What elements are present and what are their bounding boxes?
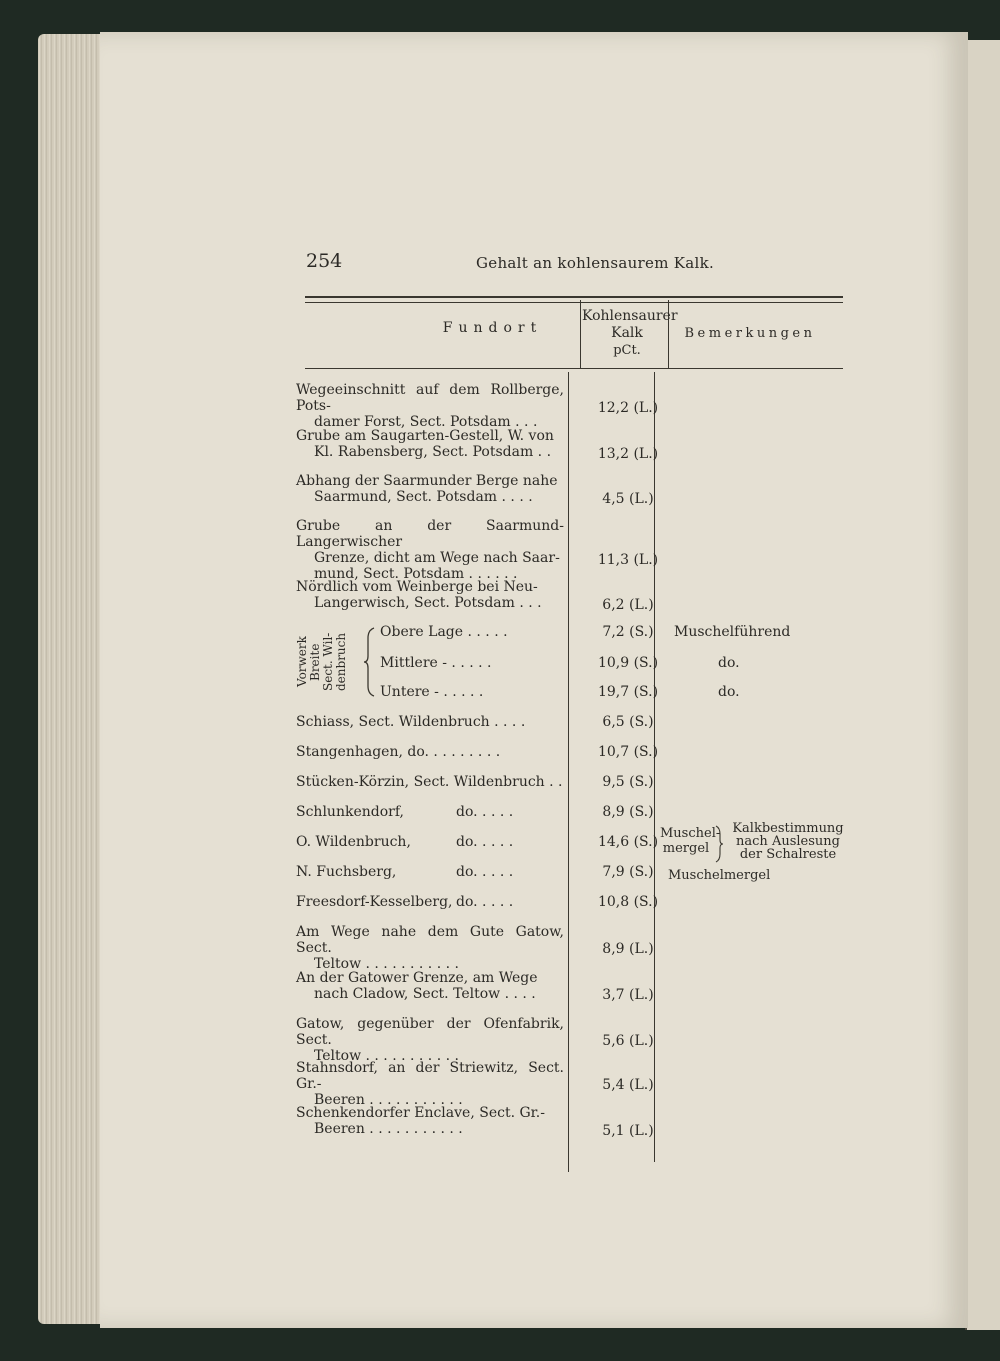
book-page bbox=[100, 32, 968, 1328]
fundort-cell: Stangenhagen, do. . . . . . . . . bbox=[296, 744, 501, 760]
column-divider-1 bbox=[568, 372, 569, 1172]
ditto-mark: do. . . . . bbox=[456, 834, 514, 850]
fundort-cell bbox=[296, 970, 564, 1002]
kalk-value: 4,5 (L.) bbox=[602, 491, 654, 507]
fundort-line: Schenkendorfer Enclave, Sect. Gr.- bbox=[296, 1105, 545, 1121]
kalk-value: 10,8 (S.) bbox=[597, 894, 659, 910]
fundort-line: Grube an der Saarmund-Langerwischer bbox=[296, 518, 564, 550]
fundort-line: Grenze, dicht am Wege nach Saar- bbox=[314, 550, 560, 566]
fundort-cell bbox=[296, 924, 564, 972]
note-kalk-block bbox=[728, 822, 848, 861]
ditto-mark: do. . . . . bbox=[456, 894, 514, 910]
note-line: Muschelmergel bbox=[668, 868, 771, 883]
fundort-cell: Untere - . . . . . bbox=[380, 684, 484, 700]
note-line: nach Auslesung bbox=[736, 834, 840, 849]
kalk-value: 10,7 (S.) bbox=[597, 744, 659, 760]
kalk-value: 13,2 (L.) bbox=[597, 446, 659, 462]
kalk-value: 7,9 (S.) bbox=[602, 864, 654, 880]
kalk-value: 11,3 (L.) bbox=[597, 552, 659, 568]
fundort-line: mund, Sect. Potsdam . . . . . . bbox=[314, 566, 518, 582]
group-label-line: Vorwerk bbox=[295, 636, 309, 688]
running-title: Gehalt an kohlensaurem Kalk. bbox=[476, 254, 715, 272]
kalk-value: 19,7 (S.) bbox=[597, 684, 659, 700]
ditto-mark: do. . . . . bbox=[456, 804, 514, 820]
kalk-value: 6,2 (L.) bbox=[602, 597, 654, 613]
fundort-cell: O. Wildenbruch, bbox=[296, 834, 411, 850]
kalk-value: 9,5 (S.) bbox=[602, 774, 654, 790]
note-line: der Schalreste bbox=[739, 847, 837, 862]
kalk-value: 10,9 (S.) bbox=[597, 655, 659, 671]
kalk-value: 6,5 (S.) bbox=[602, 714, 654, 730]
fundort-line: Nördlich vom Weinberge bei Neu- bbox=[296, 579, 538, 595]
table-header-rule bbox=[305, 368, 843, 369]
note-muschelmergel-block bbox=[660, 826, 721, 856]
fundort-line: Stahnsdorf, an der Striewitz, Sect. Gr.- bbox=[296, 1060, 564, 1092]
fundort-line: damer Forst, Sect. Potsdam . . . bbox=[314, 414, 538, 430]
fundort-cell: Schlunkendorf, bbox=[296, 804, 404, 820]
fundort-cell bbox=[296, 1016, 564, 1064]
note-line: Muschel- bbox=[660, 826, 721, 841]
fundort-cell: Mittlere - . . . . . bbox=[380, 655, 492, 671]
kalk-value: 8,9 (L.) bbox=[602, 941, 654, 957]
bemerkung: do. bbox=[718, 684, 740, 700]
kalk-value: 7,2 (S.) bbox=[602, 624, 654, 640]
kalk-value: 12,2 (L.) bbox=[597, 400, 659, 416]
fundort-cell bbox=[296, 1060, 564, 1108]
fundort-cell bbox=[296, 579, 564, 611]
book-page-edges bbox=[38, 34, 108, 1324]
fundort-cell: Stücken-Körzin, Sect. Wildenbruch . . bbox=[296, 774, 563, 790]
fundort-cell bbox=[296, 428, 564, 460]
page-header bbox=[100, 250, 968, 280]
group-label bbox=[296, 627, 352, 697]
fundort-line: Grube am Saugarten-Gestell, W. von bbox=[296, 428, 554, 444]
kalk-value: 14,6 (S.) bbox=[597, 834, 659, 850]
fundort-line: Gatow, gegenüber der Ofenfabrik, Sect. bbox=[296, 1016, 564, 1048]
fundort-line: Kl. Rabensberg, Sect. Potsdam . . bbox=[314, 444, 552, 460]
kalk-value: 5,4 (L.) bbox=[602, 1077, 654, 1093]
facing-page-edge bbox=[965, 40, 1000, 1330]
fundort-cell bbox=[296, 473, 564, 505]
fundort-line: Abhang der Saarmunder Berge nahe bbox=[296, 473, 558, 489]
kalk-value: 5,6 (L.) bbox=[602, 1033, 654, 1049]
header-fundort: Fundort bbox=[442, 320, 543, 336]
fundort-cell: N. Fuchsberg, bbox=[296, 864, 397, 880]
fundort-line: Beeren . . . . . . . . . . . bbox=[314, 1092, 463, 1108]
fundort-line: Am Wege nahe dem Gute Gatow, Sect. bbox=[296, 924, 564, 956]
kalk-value: 5,1 (L.) bbox=[602, 1123, 654, 1139]
group-label-line: Sect. Wil- bbox=[321, 632, 335, 692]
fundort-cell: Freesdorf-Kesselberg, bbox=[296, 894, 453, 910]
header-kalk-unit: pCt. bbox=[613, 343, 641, 358]
header-bemerkungen: Bemerkungen bbox=[684, 326, 816, 341]
fundort-cell bbox=[296, 1105, 564, 1137]
fundort-cell bbox=[296, 382, 564, 430]
kalk-value: 3,7 (L.) bbox=[602, 987, 654, 1003]
page-number: 254 bbox=[306, 250, 343, 272]
fundort-cell: Schiass, Sect. Wildenbruch . . . . bbox=[296, 714, 526, 730]
fundort-line: An der Gatower Grenze, am Wege bbox=[296, 970, 538, 986]
fundort-cell: Obere Lage . . . . . bbox=[380, 624, 508, 640]
fundort-line: Langerwisch, Sect. Potsdam . . . bbox=[314, 595, 542, 611]
bemerkung: do. bbox=[718, 655, 740, 671]
note-line: Kalkbestimmung bbox=[732, 821, 844, 836]
bemerkung: Muschelführend bbox=[674, 624, 791, 640]
kalk-value: 8,9 (S.) bbox=[602, 804, 654, 820]
fundort-line: nach Cladow, Sect. Teltow . . . . bbox=[314, 986, 536, 1002]
fundort-cell bbox=[296, 518, 564, 582]
fundort-line: Wegeeinschnitt auf dem Rollberge, Pots- bbox=[296, 382, 564, 414]
note-line: mergel bbox=[662, 841, 710, 856]
group-label-line: denbruch bbox=[334, 632, 348, 692]
group-label-line: Breite bbox=[308, 643, 322, 681]
header-kalk-line2: Kalk bbox=[611, 325, 643, 341]
table-top-rule bbox=[305, 296, 843, 303]
note-brace bbox=[714, 824, 724, 864]
fundort-line: Beeren . . . . . . . . . . . bbox=[314, 1121, 463, 1137]
fundort-line: Teltow . . . . . . . . . . . bbox=[314, 956, 459, 972]
fundort-line: Saarmund, Sect. Potsdam . . . . bbox=[314, 489, 533, 505]
ditto-mark: do. . . . . bbox=[456, 864, 514, 880]
group-brace bbox=[364, 626, 378, 698]
header-kalk-line1: Kohlensaurer bbox=[582, 308, 678, 324]
fundort-line: Teltow . . . . . . . . . . . bbox=[314, 1048, 459, 1064]
